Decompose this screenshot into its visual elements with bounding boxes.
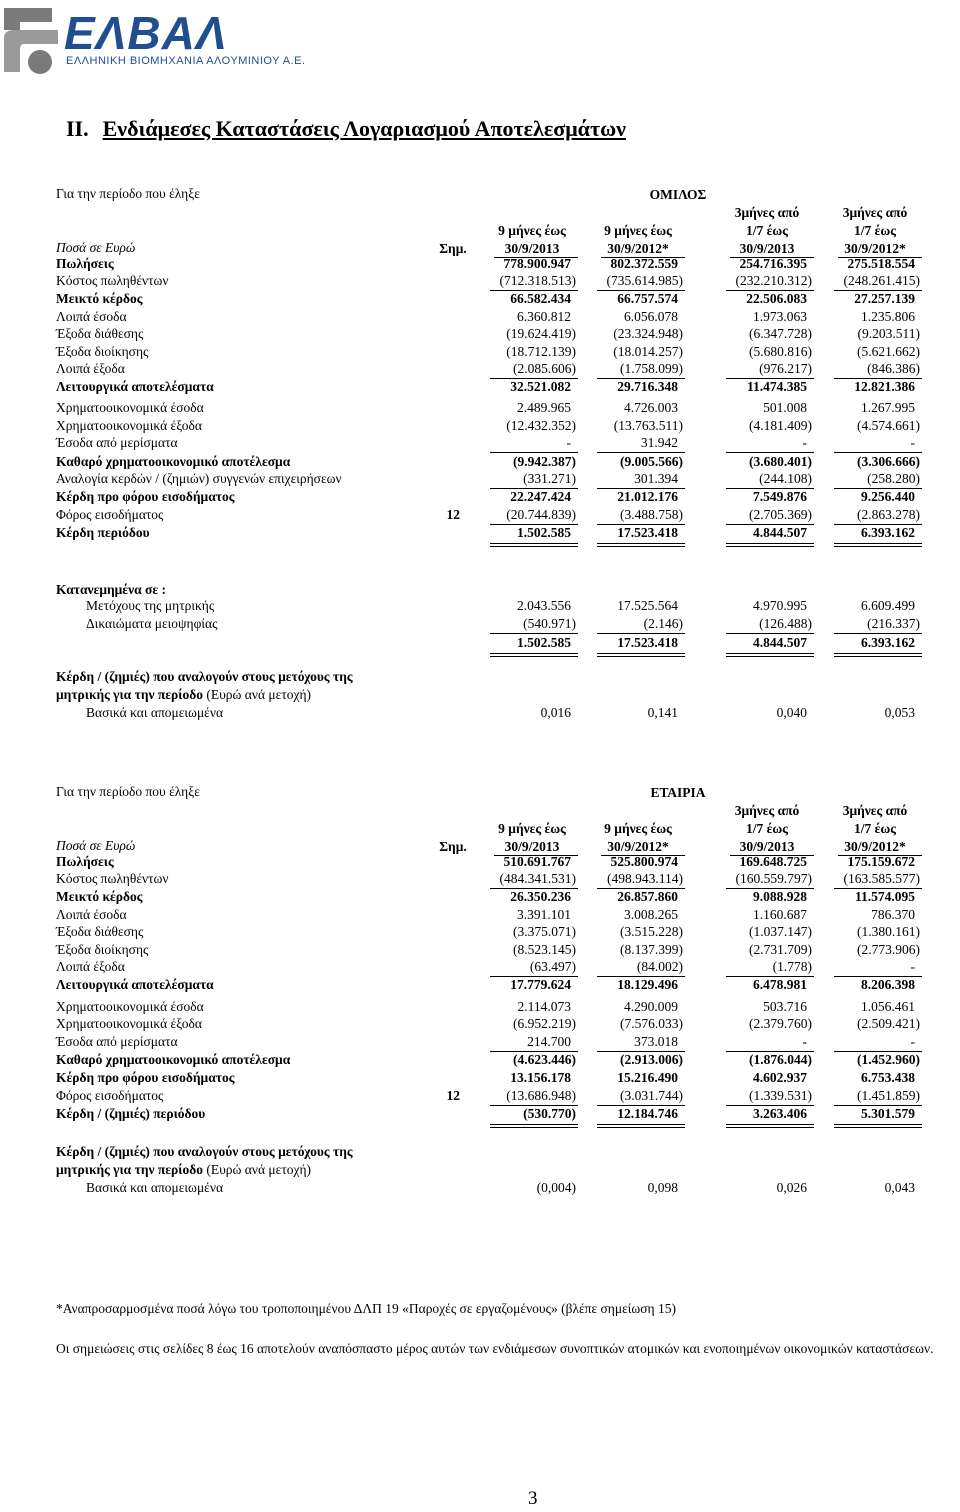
table-cell: (484.341.531): [499, 871, 576, 886]
table-cell: (498.943.114): [607, 871, 683, 886]
table-cell: 13.156.178: [510, 1070, 571, 1085]
table-cell: (20.744.839): [506, 507, 576, 522]
table-cell: 15.216.490: [617, 1070, 678, 1085]
row-label: Λειτουργικά αποτελέσματα: [56, 379, 214, 394]
table-cell: 2.043.556: [517, 598, 571, 613]
table-cell: (2.773.906): [857, 942, 920, 957]
table-cell: (160.559.797): [735, 871, 812, 886]
subtotal-underline: [726, 452, 814, 453]
table-cell: 214.700: [527, 1034, 571, 1049]
eps-subheading-bold: μητρικής για την περίοδο: [56, 687, 203, 702]
restated-footnote: *Αναπροσαρμοσμένα ποσά λόγω του τροποποιημένου ΔΛΠ 19 «Παροχές σε εργαζομένους» (βλέπε σημείωση 15): [56, 1301, 676, 1316]
column-header-l3: 30/9/2013: [504, 839, 560, 854]
amounts-label: Ποσά σε Ευρώ: [56, 838, 136, 853]
table-cell: (2.379.760): [749, 1016, 812, 1031]
table-cell: (5.621.662): [857, 344, 920, 359]
table-cell: 11.574.095: [854, 889, 915, 904]
table-cell: (1.452.960): [857, 1052, 920, 1067]
title-text: Ενδιάμεσες Καταστάσεις Λογαριασμού Αποτελεσμάτων: [102, 116, 627, 141]
table-cell: 12.821.386: [854, 379, 915, 394]
table-cell: (8.137.399): [620, 942, 683, 957]
table-cell: -: [566, 435, 571, 450]
table-cell: 22.506.083: [746, 291, 807, 306]
table-cell: (1.758.099): [620, 361, 683, 376]
eps-value: 0,026: [776, 1180, 807, 1195]
column-header-l1: 3μήνες από: [842, 803, 908, 818]
column-header-l2: 9 μήνες έως: [498, 223, 566, 238]
table-cell: 12.184.746: [617, 1106, 678, 1121]
eps-value: (0,004): [536, 1180, 576, 1195]
row-label: Λοιπά έσοδα: [56, 907, 127, 922]
row-label: Έξοδα διάθεσης: [56, 326, 144, 341]
total-double-underline: [726, 1124, 814, 1128]
subtotal-underline: [834, 452, 922, 453]
table-cell: (1.876.044): [749, 1052, 812, 1067]
table-cell: (232.210.312): [735, 273, 812, 288]
logo-subtitle: ΕΛΛΗΝΙΚΗ ΒΙΟΜΗΧΑΝΙΑ ΑΛΟΥΜΙΝΙΟΥ Α.Ε.: [66, 55, 306, 67]
column-header-l2: 9 μήνες έως: [604, 223, 672, 238]
row-label: Χρηματοοικονομικά έσοδα: [56, 400, 204, 415]
table-cell: 22.247.424: [510, 489, 571, 504]
table-cell: (3.488.758): [620, 507, 683, 522]
table-cell: 501.008: [763, 400, 807, 415]
row-label: Μεικτό κέρδος: [56, 889, 143, 904]
subtotal-underline: [490, 633, 578, 634]
row-label: Λοιπά έξοδα: [56, 361, 125, 376]
table-cell: 8.206.398: [861, 977, 915, 992]
period-label: Για την περίοδο που έληξε: [56, 186, 200, 201]
note-header: Σημ.: [439, 241, 467, 256]
table-cell: (2.085.606): [513, 361, 576, 376]
table-cell: 21.012.176: [617, 489, 678, 504]
table-cell: 1.056.461: [861, 999, 915, 1014]
eps-subheading-rest: (Ευρώ ανά μετοχή): [202, 687, 312, 702]
row-label: Χρηματοοικονομικά έξοδα: [56, 1016, 202, 1031]
table-cell: 4.844.507: [753, 525, 807, 540]
table-cell: (3.680.401): [749, 454, 812, 469]
total-double-underline: [834, 653, 922, 657]
table-cell: 1.267.995: [861, 400, 915, 415]
row-label: Κόστος πωληθέντων: [56, 871, 169, 886]
table-cell: -: [910, 435, 915, 450]
table-cell: 17.523.418: [617, 635, 678, 650]
table-cell: (5.680.816): [749, 344, 812, 359]
table-cell: 11.474.385: [746, 379, 807, 394]
eps-heading: Κέρδη / (ζημιές) που αναλογούν στους μετόχους της: [56, 669, 353, 684]
table-cell: 4.602.937: [753, 1070, 807, 1085]
table-cell: (2.705.369): [749, 507, 812, 522]
table-cell: 786.370: [871, 907, 915, 922]
row-note: 12: [446, 507, 460, 522]
table-cell: (63.497): [529, 959, 576, 974]
row-label: Μεικτό κέρδος: [56, 291, 143, 306]
eps-value: 0,098: [647, 1180, 678, 1195]
allocated-row-label: Δικαιώματα μειοψηφίας: [86, 616, 218, 631]
table-cell: 275.518.554: [847, 256, 915, 271]
amounts-label: Ποσά σε Ευρώ: [56, 240, 136, 255]
row-label: Έξοδα διοίκησης: [56, 942, 149, 957]
subtotal-underline: [597, 452, 685, 453]
row-label: Χρηματοοικονομικά έξοδα: [56, 418, 202, 433]
table-cell: (244.108): [759, 471, 812, 486]
total-double-underline: [597, 543, 685, 547]
column-header-l3: 30/9/2012*: [607, 241, 669, 256]
table-cell: 6.393.162: [861, 525, 915, 540]
table-cell: 4.844.507: [753, 635, 807, 650]
row-label: Φόρος εισοδήματος: [56, 1088, 164, 1103]
table-cell: (163.585.577): [843, 871, 920, 886]
table-cell: 4.290.009: [624, 999, 678, 1014]
table-cell: 17.525.564: [617, 598, 678, 613]
table-cell: (23.324.948): [613, 326, 683, 341]
total-double-underline: [490, 543, 578, 547]
table-cell: 510.691.767: [503, 854, 571, 869]
table-cell: 1.160.687: [753, 907, 807, 922]
logo-mark-icon: [0, 0, 64, 76]
notes-footnote: Οι σημειώσεις στις σελίδες 8 έως 16 αποτελούν αναπόσπαστο μέρος αυτών των ενδιάμεσων συνοπτικών ατομικών και ενοποιημένων οικονομικών καταστάσεων.: [56, 1341, 934, 1356]
table-cell: 9.088.928: [753, 889, 807, 904]
table-cell: 3.391.101: [517, 907, 571, 922]
table-cell: (2.509.421): [857, 1016, 920, 1031]
row-label: Κέρδη προ φόρου εισοδήματος: [56, 489, 235, 504]
table-cell: 6.753.438: [861, 1070, 915, 1085]
column-header-l1: 3μήνες από: [734, 803, 800, 818]
table-cell: 175.159.672: [847, 854, 915, 869]
table-cell: (6.952.219): [513, 1016, 576, 1031]
table-cell: 1.502.585: [517, 525, 571, 540]
row-note: 12: [446, 1088, 460, 1103]
table-cell: (4.623.446): [513, 1052, 576, 1067]
table-cell: (2.146): [643, 616, 683, 631]
table-cell: (1.339.531): [749, 1088, 812, 1103]
table-cell: 66.582.434: [510, 291, 571, 306]
table-cell: (7.576.033): [620, 1016, 683, 1031]
column-header-l2: 9 μήνες έως: [498, 821, 566, 836]
eps-row-label: Βασικά και απομειωμένα: [86, 1180, 224, 1195]
table-cell: (1.037.147): [749, 924, 812, 939]
column-header-l3: 30/9/2013: [504, 241, 560, 256]
row-label: Έσοδα από μερίσματα: [56, 435, 178, 450]
eps-value: 0,043: [884, 1180, 915, 1195]
row-label: Φόρος εισοδήματος: [56, 507, 164, 522]
table-cell: 2.114.073: [517, 999, 571, 1014]
eps-value: 0,040: [776, 705, 807, 720]
row-label: Κέρδη περιόδου: [56, 525, 150, 540]
column-header-l2: 1/7 έως: [746, 223, 788, 238]
table-cell: (258.280): [867, 471, 920, 486]
column-header-l3: 30/9/2012*: [607, 839, 669, 854]
table-cell: (6.347.728): [749, 326, 812, 341]
table-cell: 301.394: [634, 471, 678, 486]
table-cell: 778.900.947: [503, 256, 571, 271]
row-label: Καθαρό χρηματοοικονομικό αποτέλεσμα: [56, 454, 291, 469]
table-cell: (712.318.513): [499, 273, 576, 288]
table-cell: (9.005.566): [620, 454, 683, 469]
table-cell: 27.257.139: [854, 291, 915, 306]
table-cell: 5.301.579: [861, 1106, 915, 1121]
table-cell: (13.763.511): [613, 418, 683, 433]
table-cell: (3.375.071): [513, 924, 576, 939]
table-cell: 26.857.860: [617, 889, 678, 904]
row-label: Πωλήσεις: [56, 256, 114, 271]
table-cell: (2.913.006): [620, 1052, 683, 1067]
total-double-underline: [597, 653, 685, 657]
table-cell: (126.488): [759, 616, 812, 631]
table-cell: (248.261.415): [843, 273, 920, 288]
table-cell: (4.574.661): [857, 418, 920, 433]
eps-subheading: [56, 687, 311, 703]
table-cell: (8.523.145): [513, 942, 576, 957]
row-label: Κόστος πωληθέντων: [56, 273, 169, 288]
column-header-l2: 1/7 έως: [854, 223, 896, 238]
table-cell: (216.337): [867, 616, 920, 631]
allocated-row-label: Μετόχους της μητρικής: [86, 598, 215, 613]
total-double-underline: [726, 653, 814, 657]
column-header-l2: 9 μήνες έως: [604, 821, 672, 836]
row-label: Λοιπά έξοδα: [56, 959, 125, 974]
row-label: Κέρδη προ φόρου εισοδήματος: [56, 1070, 235, 1085]
table-cell: (846.386): [867, 361, 920, 376]
row-label: Καθαρό χρηματοοικονομικό αποτέλεσμα: [56, 1052, 291, 1067]
entity-title: ΕΤΑΙΡΙΑ: [650, 785, 706, 800]
table-cell: (18.712.139): [506, 344, 576, 359]
total-double-underline: [834, 543, 922, 547]
column-header-l3: 30/9/2012*: [844, 839, 906, 854]
table-cell: 32.521.082: [510, 379, 571, 394]
table-cell: (19.624.419): [506, 326, 576, 341]
entity-title: ΟΜΙΛΟΣ: [649, 187, 707, 202]
table-cell: 29.716.348: [617, 379, 678, 394]
table-cell: 6.393.162: [861, 635, 915, 650]
table-cell: 254.716.395: [739, 256, 807, 271]
row-label: Έξοδα διάθεσης: [56, 924, 144, 939]
page-title: [66, 116, 626, 142]
total-double-underline: [726, 543, 814, 547]
subtotal-underline: [490, 452, 578, 453]
table-cell: (1.380.161): [857, 924, 920, 939]
page-number: 3: [528, 1488, 538, 1509]
company-logo: [0, 0, 320, 80]
eps-value: 0,016: [540, 705, 571, 720]
row-label: Χρηματοοικονομικά έσοδα: [56, 999, 204, 1014]
table-cell: 31.942: [640, 435, 678, 450]
table-cell: 1.502.585: [517, 635, 571, 650]
table-cell: (2.731.709): [749, 942, 812, 957]
row-label: Αναλογία κερδών / (ζημιών) συγγενών επιχειρήσεων: [56, 471, 342, 486]
eps-heading: Κέρδη / (ζημιές) που αναλογούν στους μετόχους της: [56, 1144, 353, 1159]
table-cell: (9.942.387): [513, 454, 576, 469]
note-header: Σημ.: [439, 839, 467, 854]
row-label: Λειτουργικά αποτελέσματα: [56, 977, 214, 992]
eps-row-label: Βασικά και απομειωμένα: [86, 705, 224, 720]
table-cell: (976.217): [759, 361, 812, 376]
column-header-l2: 1/7 έως: [854, 821, 896, 836]
table-cell: 7.549.876: [753, 489, 807, 504]
table-cell: 17.779.624: [510, 977, 571, 992]
table-cell: 66.757.574: [617, 291, 678, 306]
table-cell: -: [910, 1034, 915, 1049]
column-header-l3: 30/9/2013: [739, 241, 795, 256]
table-cell: -: [802, 435, 807, 450]
row-label: Λοιπά έσοδα: [56, 309, 127, 324]
total-double-underline: [834, 1124, 922, 1128]
table-cell: (3.031.744): [620, 1088, 683, 1103]
row-label: Έσοδα από μερίσματα: [56, 1034, 178, 1049]
table-cell: (735.614.985): [606, 273, 683, 288]
allocated-heading: Κατανεμημένα σε :: [56, 582, 166, 597]
row-label: Πωλήσεις: [56, 854, 114, 869]
table-cell: 6.360.812: [517, 309, 571, 324]
table-cell: (1.778): [772, 959, 812, 974]
table-cell: 4.970.995: [753, 598, 807, 613]
eps-value: 0,141: [647, 705, 678, 720]
total-double-underline: [490, 653, 578, 657]
subtotal-underline: [834, 633, 922, 634]
row-label: Κέρδη / (ζημιές) περιόδου: [56, 1106, 206, 1121]
column-header-l1: 3μήνες από: [734, 205, 800, 220]
table-cell: 3.263.406: [753, 1106, 807, 1121]
table-cell: 3.008.265: [624, 907, 678, 922]
table-cell: 1.235.806: [861, 309, 915, 324]
table-cell: 18.129.496: [617, 977, 678, 992]
total-double-underline: [597, 1124, 685, 1128]
table-cell: (3.515.228): [620, 924, 683, 939]
column-header-l1: 3μήνες από: [842, 205, 908, 220]
table-cell: (331.271): [523, 471, 576, 486]
table-cell: (13.686.948): [506, 1088, 576, 1103]
total-double-underline: [490, 1124, 578, 1128]
table-cell: (4.181.409): [749, 418, 812, 433]
row-label: Έξοδα διοίκησης: [56, 344, 149, 359]
eps-subheading-rest: (Ευρώ ανά μετοχή): [202, 1162, 312, 1177]
table-cell: (1.451.859): [857, 1088, 920, 1103]
table-cell: (540.971): [523, 616, 576, 631]
table-cell: -: [910, 959, 915, 974]
table-cell: 802.372.559: [610, 256, 678, 271]
column-header-l3: 30/9/2013: [739, 839, 795, 854]
logo-brand-text: ΕΛΒΑΛ: [64, 7, 228, 59]
table-cell: (9.203.511): [857, 326, 920, 341]
table-cell: 6.056.078: [624, 309, 678, 324]
table-cell: (3.306.666): [857, 454, 920, 469]
table-cell: -: [802, 1034, 807, 1049]
table-cell: 9.256.440: [861, 489, 915, 504]
period-label: Για την περίοδο που έληξε: [56, 784, 200, 799]
table-cell: (2.863.278): [857, 507, 920, 522]
table-cell: 6.478.981: [753, 977, 807, 992]
eps-value: 0,053: [884, 705, 915, 720]
eps-subheading: [56, 1162, 311, 1178]
table-cell: (12.432.352): [506, 418, 576, 433]
eps-subheading-bold: μητρικής για την περίοδο: [56, 1162, 203, 1177]
table-cell: 169.648.725: [739, 854, 807, 869]
subtotal-underline: [597, 633, 685, 634]
table-cell: 373.018: [634, 1034, 678, 1049]
subtotal-underline: [726, 633, 814, 634]
table-cell: 503.716: [763, 999, 807, 1014]
table-cell: (530.770): [523, 1106, 576, 1121]
table-cell: 2.489.965: [517, 400, 571, 415]
table-cell: 4.726.003: [624, 400, 678, 415]
table-cell: (18.014.257): [613, 344, 683, 359]
table-cell: 6.609.499: [861, 598, 915, 613]
table-cell: 17.523.418: [617, 525, 678, 540]
table-cell: 26.350.236: [510, 889, 571, 904]
column-header-l3: 30/9/2012*: [844, 241, 906, 256]
title-number: II.: [66, 116, 89, 141]
table-cell: 1.973.063: [753, 309, 807, 324]
table-cell: (84.002): [636, 959, 683, 974]
table-cell: 525.800.974: [610, 854, 678, 869]
column-header-l2: 1/7 έως: [746, 821, 788, 836]
